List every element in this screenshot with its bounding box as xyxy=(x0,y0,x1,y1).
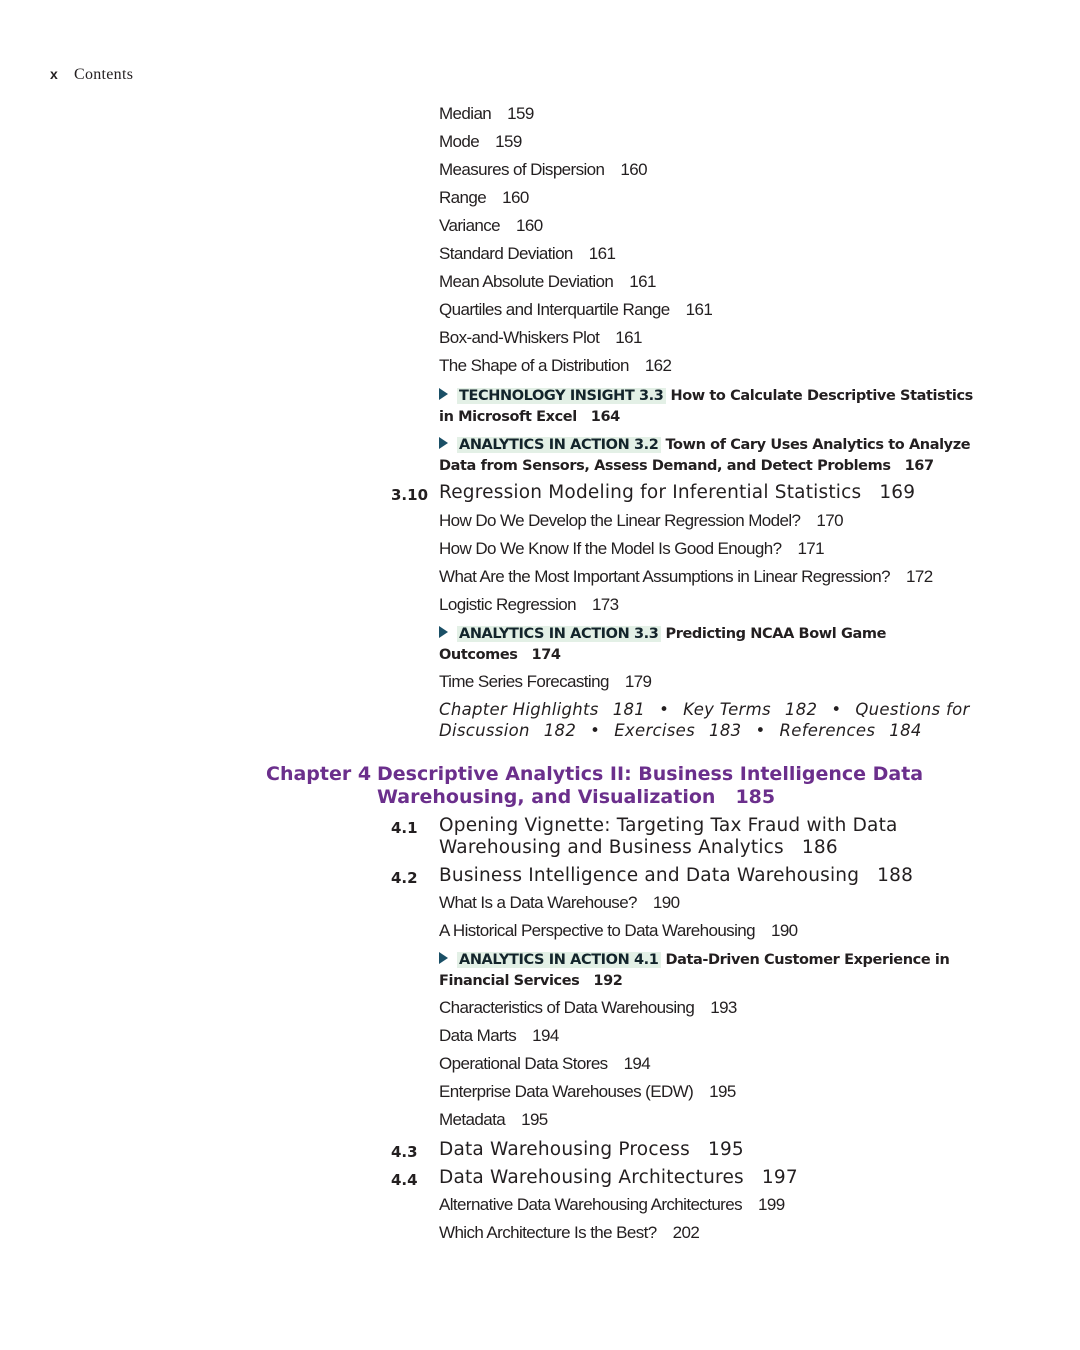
triangle-bullet-icon xyxy=(439,388,448,400)
toc-section[interactable] xyxy=(439,865,913,887)
entry-page: 190 xyxy=(770,921,798,940)
chapter-title-line1: Descriptive Analytics II: Business Intelligence Data xyxy=(377,763,924,785)
section-title: Regression Modeling for Inferential Statistics xyxy=(439,482,862,503)
exercises-link[interactable]: Exercises xyxy=(614,721,696,740)
questions-link[interactable]: Questions for xyxy=(855,700,970,719)
entry-page: 179 xyxy=(624,672,652,691)
page-number: x xyxy=(50,66,58,82)
entry-title: How Do We Develop the Linear Regression Model? xyxy=(439,511,801,530)
entry-title: Enterprise Data Warehouses (EDW) xyxy=(439,1082,694,1101)
entry-page: 202 xyxy=(672,1223,700,1242)
toc-section[interactable] xyxy=(439,815,898,859)
entry-page: 195 xyxy=(521,1110,548,1129)
entry-title: Quartiles and Interquartile Range xyxy=(439,300,670,319)
entry-page: 161 xyxy=(629,272,656,291)
boxed-feature-entry[interactable] xyxy=(439,435,970,477)
chapter-title[interactable] xyxy=(377,763,923,809)
feature-title-line2: Financial Services xyxy=(439,973,580,989)
entry-page: 160 xyxy=(516,216,543,235)
section-page: 186 xyxy=(801,837,838,858)
entry-page: 161 xyxy=(615,328,642,347)
entry-page: 195 xyxy=(709,1082,736,1101)
section-title: Data Warehousing Process xyxy=(439,1139,690,1160)
entry-title: The Shape of a Distribution xyxy=(439,356,629,375)
toc-entry[interactable] xyxy=(439,216,543,236)
section-number: 4.1 xyxy=(391,819,418,837)
feature-title-line2: in Microsoft Excel xyxy=(439,409,577,425)
boxed-feature-entry[interactable] xyxy=(439,624,886,666)
entry-title: Range xyxy=(439,188,487,207)
triangle-bullet-icon xyxy=(439,626,448,638)
boxed-feature-entry[interactable] xyxy=(439,950,949,992)
section-page: 197 xyxy=(761,1167,798,1188)
bullet-separator: • xyxy=(659,700,670,719)
toc-entry[interactable] xyxy=(439,511,843,531)
section-number: 4.3 xyxy=(391,1143,418,1161)
toc-entry[interactable] xyxy=(439,1223,699,1243)
entry-page: 172 xyxy=(905,567,933,586)
chapter-end-matter xyxy=(439,699,970,741)
questions-page: 182 xyxy=(543,721,577,740)
entry-page: 199 xyxy=(758,1195,785,1214)
toc-entry[interactable] xyxy=(439,272,656,292)
entry-title: Median xyxy=(439,104,492,123)
entry-title: What Is a Data Warehouse? xyxy=(439,893,637,912)
bullet-separator: • xyxy=(755,721,766,740)
references-page: 184 xyxy=(889,721,922,740)
toc-entry[interactable] xyxy=(439,1082,736,1102)
highlights-page: 181 xyxy=(612,700,646,719)
toc-entry[interactable] xyxy=(439,1054,650,1074)
entry-title: Mean Absolute Deviation xyxy=(439,272,614,291)
entry-page: 159 xyxy=(495,132,522,151)
entry-page: 171 xyxy=(797,539,825,558)
toc-entry[interactable] xyxy=(439,539,824,559)
chapter-page: 185 xyxy=(735,786,776,808)
entry-title: Mode xyxy=(439,132,480,151)
entry-title: Variance xyxy=(439,216,501,235)
entry-page: 170 xyxy=(816,511,843,530)
toc-entry[interactable] xyxy=(439,1195,785,1215)
entry-page: 190 xyxy=(652,893,680,912)
entry-page: 160 xyxy=(502,188,529,207)
section-number: 3.10 xyxy=(391,486,429,504)
section-page: 169 xyxy=(879,482,916,503)
feature-title-line1: How to Calculate Descriptive Statistics xyxy=(670,388,973,404)
chapter-label: Chapter 4 xyxy=(266,763,372,785)
entry-page: 160 xyxy=(620,160,647,179)
section-title: Business Intelligence and Data Warehousing xyxy=(439,865,860,886)
toc-entry[interactable] xyxy=(439,998,737,1018)
feature-label: ANALYTICS IN ACTION 3.3 xyxy=(457,626,661,642)
triangle-bullet-icon xyxy=(439,952,448,964)
entry-page: 174 xyxy=(531,647,561,663)
toc-entry[interactable] xyxy=(439,328,642,348)
exercises-page: 183 xyxy=(709,721,742,740)
feature-title-line2: Outcomes xyxy=(439,647,518,663)
entry-title: Data Marts xyxy=(439,1026,517,1045)
entry-page: 194 xyxy=(532,1026,559,1045)
entry-title: A Historical Perspective to Data Warehousing xyxy=(439,921,755,940)
toc-entry[interactable] xyxy=(439,188,529,208)
bullet-separator: • xyxy=(831,700,842,719)
entry-title: Measures of Dispersion xyxy=(439,160,605,179)
entry-title: Characteristics of Data Warehousing xyxy=(439,998,695,1017)
section-number: 4.2 xyxy=(391,869,418,887)
toc-entry[interactable] xyxy=(439,160,647,180)
toc-entry[interactable] xyxy=(439,356,671,376)
entry-page: 193 xyxy=(710,998,737,1017)
feature-title-line1: Predicting NCAA Bowl Game xyxy=(665,626,887,642)
key-terms-page: 182 xyxy=(784,700,818,719)
entry-page: 162 xyxy=(644,356,672,375)
toc-entry[interactable] xyxy=(439,672,651,692)
entry-title: How Do We Know If the Model Is Good Enough? xyxy=(439,539,782,558)
entry-page: 192 xyxy=(593,973,623,989)
key-terms-link[interactable]: Key Terms xyxy=(683,700,771,719)
triangle-bullet-icon xyxy=(439,437,448,449)
entry-page: 159 xyxy=(507,104,534,123)
toc-entry[interactable] xyxy=(439,893,680,913)
section-page: 188 xyxy=(877,865,914,886)
entry-page: 161 xyxy=(685,300,713,319)
toc-entry[interactable] xyxy=(439,244,615,264)
toc-entry[interactable] xyxy=(439,567,933,587)
feature-label: ANALYTICS IN ACTION 3.2 xyxy=(457,437,661,453)
feature-title-line1: Data-Driven Customer Experience in xyxy=(665,952,950,968)
feature-title-line2: Data from Sensors, Assess Demand, and Detect Problems xyxy=(439,458,891,474)
toc-entry[interactable] xyxy=(439,1110,548,1130)
running-title: Contents xyxy=(73,66,134,83)
toc-entry[interactable] xyxy=(439,132,522,152)
toc-entry[interactable] xyxy=(439,595,619,615)
toc-section[interactable] xyxy=(439,1167,798,1189)
toc-entry[interactable] xyxy=(439,921,798,941)
chapter-title-line2: Warehousing, and Visualization xyxy=(377,786,716,808)
toc-entry[interactable] xyxy=(439,1026,559,1046)
entry-title: Box-and-Whiskers Plot xyxy=(439,328,600,347)
boxed-feature-entry[interactable] xyxy=(439,386,973,428)
feature-label: ANALYTICS IN ACTION 4.1 xyxy=(457,952,661,968)
entry-title: Logistic Regression xyxy=(439,595,576,614)
entry-page: 167 xyxy=(904,458,934,474)
entry-title: Which Architecture Is the Best? xyxy=(439,1223,657,1242)
questions-link-cont[interactable]: Discussion xyxy=(439,721,530,740)
entry-title: What Are the Most Important Assumptions in Linear Regression? xyxy=(439,567,890,586)
entry-title: Operational Data Stores xyxy=(439,1054,608,1073)
entry-page: 173 xyxy=(591,595,619,614)
entry-page: 194 xyxy=(623,1054,651,1073)
toc-entry[interactable] xyxy=(439,104,534,124)
running-header xyxy=(50,66,133,84)
entry-title: Alternative Data Warehousing Architectures xyxy=(439,1195,742,1214)
entry-title: Metadata xyxy=(439,1110,506,1129)
feature-title-line1: Town of Cary Uses Analytics to Analyze xyxy=(665,437,971,453)
section-title-line2: Warehousing and Business Analytics xyxy=(439,837,784,858)
entry-page: 164 xyxy=(590,409,620,425)
section-title-line1: Opening Vignette: Targeting Tax Fraud with Data xyxy=(439,815,898,836)
entry-title: Standard Deviation xyxy=(439,244,573,263)
section-title: Data Warehousing Architectures xyxy=(439,1167,744,1188)
entry-title: Time Series Forecasting xyxy=(439,672,609,691)
highlights-link[interactable]: Chapter Highlights xyxy=(439,700,599,719)
feature-label: TECHNOLOGY INSIGHT 3.3 xyxy=(457,388,666,404)
bullet-separator: • xyxy=(590,721,601,740)
entry-page: 161 xyxy=(588,244,616,263)
section-page: 195 xyxy=(707,1139,744,1160)
toc-entry[interactable] xyxy=(439,300,712,320)
section-number: 4.4 xyxy=(391,1171,418,1189)
toc-section[interactable] xyxy=(439,1139,744,1161)
toc-section[interactable] xyxy=(439,482,915,504)
references-link[interactable]: References xyxy=(779,721,876,740)
